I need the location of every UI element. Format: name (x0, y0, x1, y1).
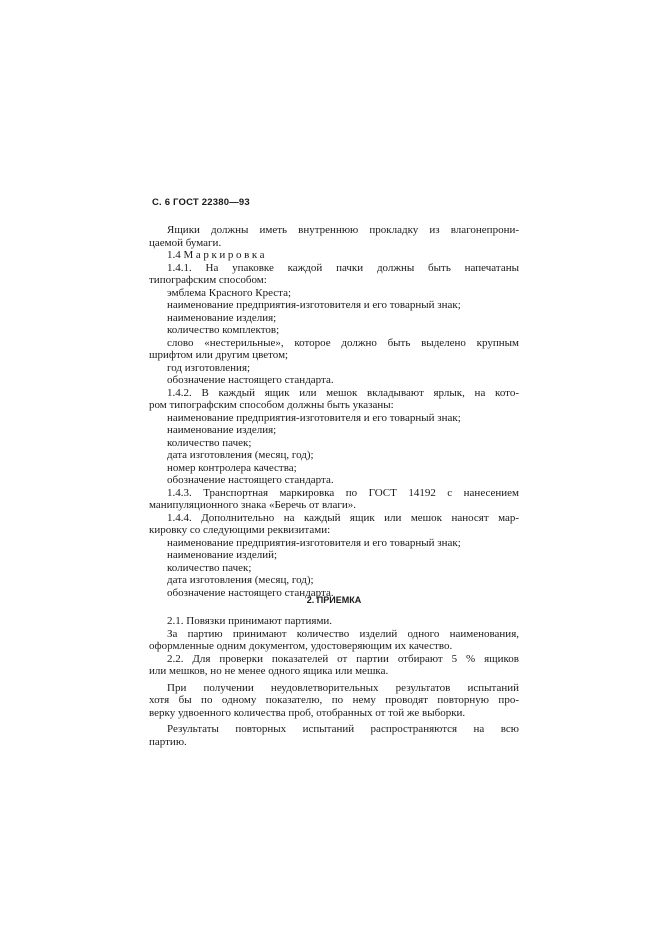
paragraph-line: 2.1. Повязки принимают партиями. (167, 615, 333, 627)
paragraph-line: цаемой бумаги. (149, 236, 222, 249)
paragraph-line: манипуляционного знака «Беречь от влаги». (149, 499, 357, 511)
paragraph-line: Ящики должны иметь внутреннюю прокладку из влагонепрони- (167, 224, 519, 236)
list-item: эмблема Красного Креста; (167, 286, 292, 299)
list-item: дата изготовления (месяц, год); (167, 574, 314, 586)
list-item: шрифтом или другим цветом; (149, 349, 289, 361)
list-item: номер контролера качества; (167, 461, 297, 474)
paragraph-line: партию. (149, 735, 187, 748)
list-item: наименование изделий; (167, 549, 278, 561)
list-item: наименование предприятия-изготовителя и его товарный знак; (167, 299, 461, 311)
paragraph-line: 1.4.2. В каждый ящик или мешок вкладывают ярлык, на кото- (167, 386, 519, 399)
list-item: год изготовления; (167, 361, 251, 374)
list-item: обозначение настоящего стандарта. (167, 374, 334, 386)
paragraph-line: 2.2. Для проверки показателей от партии отбирают 5 % ящиков (167, 652, 519, 665)
paragraph-line: 1.4.1. На упаковке каждой пачки должны быть напечатаны (167, 261, 519, 274)
list-item: наименование изделия; (167, 311, 277, 324)
paragraph-line: кировку со следующими реквизитами: (149, 524, 331, 536)
list-item: наименование предприятия-изготовителя и его товарный знак; (167, 536, 461, 549)
paragraph-line: Результаты повторных испытаний распространяются на всю (167, 723, 519, 735)
list-item: обозначение настоящего стандарта. (167, 586, 334, 599)
paragraph-line: оформленные одним документом, удостоверяющим их качество. (149, 640, 453, 652)
subsection-heading (149, 249, 519, 262)
paragraph-line: ром типографским способом должны быть указаны: (149, 399, 394, 411)
paragraph-line: хотя бы по одному показателю, по нему проводят повторную про- (149, 694, 519, 706)
paragraph-line: 1.4.3. Транспортная маркировка по ГОСТ 14192 с нанесением (167, 486, 519, 499)
section-title: 2. ПРИЕМКА (306, 595, 362, 605)
subsection-number: 1.4 (167, 249, 181, 261)
paragraph-line: 1.4.4. Дополнительно на каждый ящик или мешок наносят мар- (167, 511, 519, 524)
list-item: количество пачек; (167, 436, 252, 449)
paragraph-line: или мешков, но не менее одного ящика или мешка. (149, 665, 389, 677)
body-block-1 (149, 224, 519, 599)
paragraph-line: верку удвоенного количества проб, отобранных от той же выборки. (149, 706, 466, 719)
list-item: количество пачек; (167, 561, 252, 574)
paragraph-line: За партию принимают количество изделий одного наименования, (167, 627, 519, 640)
list-item: наименование изделия; (167, 424, 277, 436)
list-item: обозначение настоящего стандарта. (167, 474, 334, 486)
body-block-2 (149, 615, 519, 748)
list-item: наименование предприятия-изготовителя и его товарный знак; (167, 411, 461, 424)
paragraph-line: типографским способом: (149, 274, 267, 286)
list-item: слово «нестерильные», которое должно быть выделено крупным (167, 336, 519, 349)
subsection-title: Маркировка (183, 249, 268, 261)
page-header: С. 6 ГОСТ 22380—93 (152, 197, 250, 208)
list-item: дата изготовления (месяц, год); (167, 449, 314, 461)
list-item: количество комплектов; (167, 324, 280, 336)
paragraph-line: При получении неудовлетворительных результатов испытаний (167, 681, 519, 694)
